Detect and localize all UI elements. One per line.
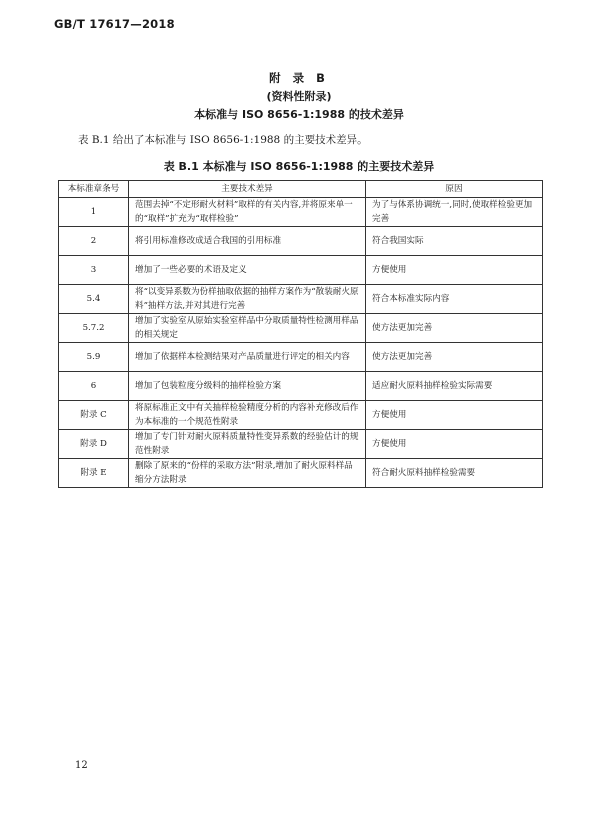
cell-reason: 方便使用: [366, 430, 543, 459]
cell-reason: 符合本标准实际内容: [366, 285, 543, 314]
technical-differences-table: [58, 180, 543, 488]
cell-difference: 范围去掉“不定形耐火材料”取样的有关内容,并将原来单一的“取样”扩充为“取样检验”: [129, 198, 366, 227]
cell-difference: 增加了专门针对耐火原料质量特性变异系数的经验估计的规范性附录: [129, 430, 366, 459]
annex-title: 附 录 B: [269, 71, 329, 85]
cell-clause: 2: [59, 227, 129, 256]
cell-reason: 符合我国实际: [366, 227, 543, 256]
cell-clause: 附录 D: [59, 430, 129, 459]
cell-clause: 6: [59, 372, 129, 401]
annex-subtitle: (资料性附录): [266, 90, 332, 103]
table-row: [59, 401, 543, 430]
cell-reason: 为了与体系协调统一,同时,使取样检验更加完善: [366, 198, 543, 227]
table-row: [59, 430, 543, 459]
table-row: [59, 198, 543, 227]
standard-code: GB/T 17617—2018: [54, 17, 175, 31]
table-row: [59, 314, 543, 343]
cell-reason: 使方法更加完善: [366, 343, 543, 372]
cell-reason: 适应耐火原料抽样检验实际需要: [366, 372, 543, 401]
cell-clause: 3: [59, 256, 129, 285]
page-number: 12: [75, 760, 88, 771]
table-header-row: [59, 181, 543, 198]
cell-difference: 删除了原来的“份样的采取方法”附录,增加了耐火原料样品缩分方法附录: [129, 459, 366, 488]
table-row: [59, 372, 543, 401]
cell-clause: 5.9: [59, 343, 129, 372]
cell-difference: 增加了依据样本检测结果对产品质量进行评定的相关内容: [129, 343, 366, 372]
cell-clause: 1: [59, 198, 129, 227]
cell-difference: 将“以变异系数为份样抽取依据的抽样方案作为“散装耐火原料”抽样方法,并对其进行完善: [129, 285, 366, 314]
table-row: [59, 285, 543, 314]
table-row: [59, 343, 543, 372]
cell-clause: 附录 E: [59, 459, 129, 488]
table-title: 表 B.1 本标准与 ISO 8656-1:1988 的主要技术差异: [163, 160, 435, 173]
cell-difference: 将引用标准修改成适合我国的引用标准: [129, 227, 366, 256]
cell-reason: 方便使用: [366, 256, 543, 285]
intro-paragraph: 表 B.1 给出了本标准与 ISO 8656-1:1988 的主要技术差异。: [78, 134, 368, 146]
cell-reason: 符合耐火原料抽样检验需要: [366, 459, 543, 488]
cell-difference: 增加了一些必要的术语及定义: [129, 256, 366, 285]
column-header-clause: 本标准章条号: [59, 181, 129, 198]
table-row: [59, 227, 543, 256]
cell-clause: 5.4: [59, 285, 129, 314]
cell-reason: 使方法更加完善: [366, 314, 543, 343]
cell-difference: 将原标准正文中有关抽样检验精度分析的内容补充修改后作为本标准的一个规范性附录: [129, 401, 366, 430]
table-row: [59, 256, 543, 285]
cell-clause: 5.7.2: [59, 314, 129, 343]
cell-clause: 附录 C: [59, 401, 129, 430]
column-header-difference: 主要技术差异: [129, 181, 366, 198]
cell-reason: 方便使用: [366, 401, 543, 430]
cell-difference: 增加了包装粒度分级料的抽样检验方案: [129, 372, 366, 401]
column-header-reason: 原因: [366, 181, 543, 198]
annex-heading: 本标准与 ISO 8656-1:1988 的技术差异: [194, 108, 404, 121]
cell-difference: 增加了实验室从原始实验室样品中分取质量特性检测用样品的相关规定: [129, 314, 366, 343]
table-row: [59, 459, 543, 488]
